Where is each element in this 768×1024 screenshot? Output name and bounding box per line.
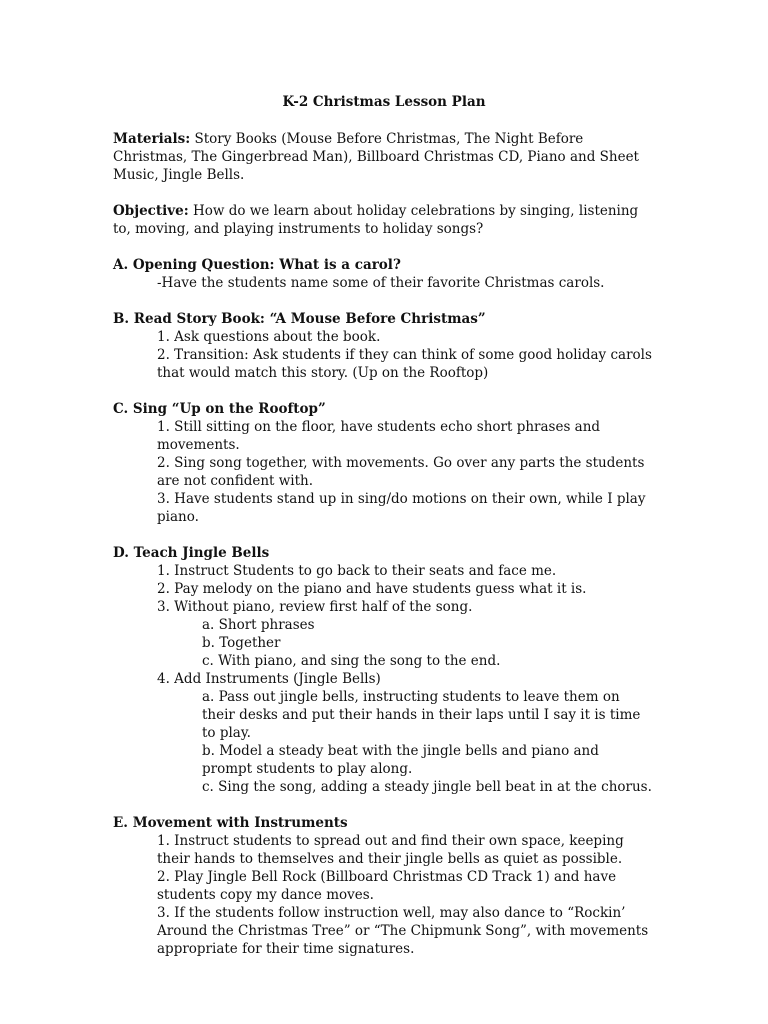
sub-list-item: a. Pass out jingle bells, instructing students to leave them on their desks and put their hands in their laps until I say it is time to play. [202, 689, 641, 741]
section-d [113, 544, 653, 796]
list-item: 4. Add Instruments (Jingle Bells) [157, 671, 381, 687]
sub-list-item: b. Together [202, 635, 281, 651]
list-item: 1. Still sitting on the floor, have students echo short phrases and movements. [157, 419, 601, 453]
materials-label: Materials: [113, 131, 191, 147]
section-heading: C. Sing “Up on the Rooftop” [113, 401, 326, 417]
sub-list-item: b. Model a steady beat with the jingle bells and piano and prompt students to play along. [202, 743, 599, 777]
list-item: 2. Sing song together, with movements. Go over any parts the students are not confident with. [157, 455, 645, 489]
page-title: K-2 Christmas Lesson Plan [282, 94, 486, 110]
list-item: 2. Play Jingle Bell Rock (Billboard Christmas CD Track 1) and have students copy my dance moves. [157, 869, 617, 903]
list-item: 2. Transition: Ask students if they can think of some good holiday carols that would match this story. (Up on the Rooftop) [157, 347, 652, 381]
objective-paragraph [113, 202, 653, 238]
list-item: 3. Without piano, review first half of the song. [157, 599, 473, 615]
list-item: 3. If the students follow instruction well, may also dance to “Rockin’ Around the Christmas Tree” or “The Chipmunk Song”, with movements appropriate for their time signatures. [157, 905, 649, 957]
section-heading: B. Read Story Book: “A Mouse Before Christmas” [113, 311, 486, 327]
sub-list-item: c. With piano, and sing the song to the end. [202, 653, 501, 669]
list-item: -Have the students name some of their favorite Christmas carols. [157, 275, 605, 291]
list-item: 1. Instruct students to spread out and find their own space, keeping their hands to themselves and their jingle bells as quiet as possible. [157, 833, 624, 867]
section-b [113, 310, 653, 382]
list-item: 1. Instruct Students to go back to their seats and face me. [157, 563, 557, 579]
section-heading: A. Opening Question: What is a carol? [113, 257, 401, 273]
objective-text: How do we learn about holiday celebrations by singing, listening to, moving, and playing instruments to holiday songs? [113, 203, 639, 237]
section-heading: E. Movement with Instruments [113, 815, 348, 831]
list-item: 2. Pay melody on the piano and have students guess what it is. [157, 581, 587, 597]
sub-list-item: a. Short phrases [202, 617, 315, 633]
section-a [113, 256, 653, 292]
materials-text: Story Books (Mouse Before Christmas, The Night Before Christmas, The Gingerbread Man), Billboard Christmas CD, Piano and Sheet Music, Jingle Bells. [113, 131, 639, 183]
sub-list-item: c. Sing the song, adding a steady jingle bell beat in at the chorus. [202, 779, 652, 795]
list-item: 1. Ask questions about the book. [157, 329, 381, 345]
document-body [113, 130, 653, 958]
section-heading: D. Teach Jingle Bells [113, 545, 270, 561]
materials-paragraph [113, 130, 653, 184]
list-item: 3. Have students stand up in sing/do motions on their own, while I play piano. [157, 491, 646, 525]
objective-label: Objective: [113, 203, 189, 219]
section-e [113, 814, 653, 958]
section-c [113, 400, 653, 526]
